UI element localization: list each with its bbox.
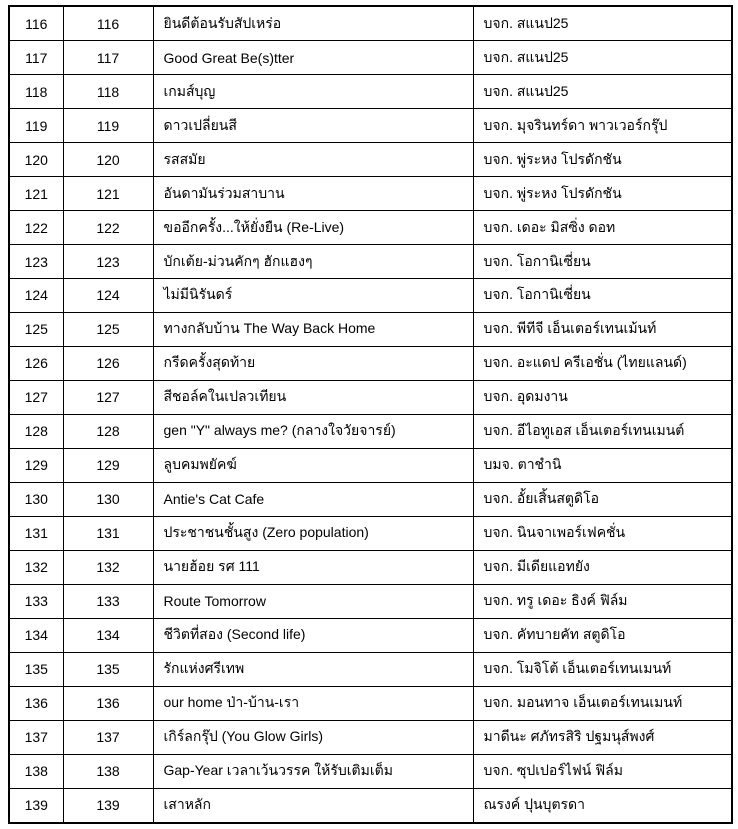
sequence-number-cell: 136 [63,686,153,720]
film-title-cell: ประชาชนชั้นสูง (Zero population) [153,516,473,550]
table-row [9,177,732,211]
film-title-cell: ทางกลับบ้าน The Way Back Home [153,312,473,346]
row-number-cell: 137 [9,720,63,754]
producer-cell: บจก. พีทีจี เอ็นเตอร์เทนเม้นท์ [473,312,732,346]
table-row [9,380,732,414]
sequence-number-cell: 130 [63,482,153,516]
row-number-cell: 119 [9,109,63,143]
producer-cell: บจก. มอนทาจ เอ็นเตอร์เทนเมนท์ [473,686,732,720]
row-number-cell: 136 [9,686,63,720]
sequence-number-cell: 120 [63,143,153,177]
row-number-cell: 121 [9,177,63,211]
producer-cell: บจก. อุดมงาน [473,380,732,414]
row-number-cell: 123 [9,245,63,279]
producer-cell: มาดีนะ ศภัทรสิริ ปฐมนุส์พงศ์ [473,720,732,754]
table-row [9,143,732,177]
film-title-cell: ไม่มีนิรันดร์ [153,279,473,313]
films-table-body [9,6,732,823]
sequence-number-cell: 128 [63,414,153,448]
producer-cell: บจก. อะแดป ครีเอชั่น (ไทยแลนด์) [473,346,732,380]
table-row [9,109,732,143]
row-number-cell: 117 [9,41,63,75]
sequence-number-cell: 119 [63,109,153,143]
producer-cell: บจก. เดอะ มิสซิ่ง ดอท [473,211,732,245]
row-number-cell: 118 [9,75,63,109]
film-title-cell: ขออีกครั้ง...ให้ยั่งยืน (Re-Live) [153,211,473,245]
sequence-number-cell: 122 [63,211,153,245]
producer-cell: บจก. โอกานิเซี่ยน [473,279,732,313]
row-number-cell: 139 [9,788,63,823]
table-row [9,448,732,482]
table-row [9,618,732,652]
film-title-cell: ชีวิตที่สอง (Second life) [153,618,473,652]
producer-cell: บมจ. ตาชำนิ [473,448,732,482]
producer-cell: บจก. สแนป25 [473,41,732,75]
table-row [9,550,732,584]
sequence-number-cell: 124 [63,279,153,313]
row-number-cell: 129 [9,448,63,482]
table-row [9,482,732,516]
table-row [9,754,732,788]
sequence-number-cell: 133 [63,584,153,618]
films-table [8,5,733,824]
film-title-cell: ดาวเปลี่ยนสี [153,109,473,143]
film-title-cell: เกมส์บุญ [153,75,473,109]
film-title-cell: เกิร์ลกรุ๊ป (You Glow Girls) [153,720,473,754]
row-number-cell: 133 [9,584,63,618]
table-row [9,211,732,245]
film-title-cell: กรีดครั้งสุดท้าย [153,346,473,380]
row-number-cell: 132 [9,550,63,584]
table-row [9,75,732,109]
sequence-number-cell: 129 [63,448,153,482]
producer-cell: บจก. มุจรินทร์ดา พาวเวอร์กรุ๊ป [473,109,732,143]
producer-cell: บจก. อั้ยเสิ้นสตูดิโอ [473,482,732,516]
producer-cell: บจก. นินจาเพอร์เฟคชั่น [473,516,732,550]
producer-cell: บจก. สแนป25 [473,75,732,109]
table-row [9,652,732,686]
row-number-cell: 128 [9,414,63,448]
film-title-cell: อันดามันร่วมสาบาน [153,177,473,211]
sequence-number-cell: 135 [63,652,153,686]
film-title-cell: นายฮ้อย รศ 111 [153,550,473,584]
row-number-cell: 131 [9,516,63,550]
table-row [9,279,732,313]
sequence-number-cell: 126 [63,346,153,380]
sequence-number-cell: 123 [63,245,153,279]
film-title-cell: รสสมัย [153,143,473,177]
sequence-number-cell: 132 [63,550,153,584]
producer-cell: บจก. สแนป25 [473,6,732,41]
film-title-cell: สีชอล์คในเปลวเทียน [153,380,473,414]
table-row [9,346,732,380]
film-title-cell: Route Tomorrow [153,584,473,618]
row-number-cell: 124 [9,279,63,313]
film-title-cell: ลูบคมพยัคฆ์ [153,448,473,482]
row-number-cell: 120 [9,143,63,177]
producer-cell: บจก. คัทบายคัท สตูดิโอ [473,618,732,652]
producer-cell: บจก. โมจิโต้ เอ็นเตอร์เทนเมนท์ [473,652,732,686]
film-title-cell: Gap-Year เวลาเว้นวรรค ให้รับเติมเต็ม [153,754,473,788]
film-title-cell: รักแห่งศรีเทพ [153,652,473,686]
table-row [9,584,732,618]
producer-cell: บจก. ทรู เดอะ ธิงค์ ฟิล์ม [473,584,732,618]
row-number-cell: 116 [9,6,63,41]
film-title-cell: ยินดีต้อนรับสัปเหร่อ [153,6,473,41]
sequence-number-cell: 137 [63,720,153,754]
row-number-cell: 138 [9,754,63,788]
table-row [9,720,732,754]
sequence-number-cell: 127 [63,380,153,414]
table-row [9,6,732,41]
table-row [9,245,732,279]
film-title-cell: เสาหลัก [153,788,473,823]
sequence-number-cell: 116 [63,6,153,41]
table-row [9,414,732,448]
sequence-number-cell: 138 [63,754,153,788]
film-title-cell: Good Great Be(s)tter [153,41,473,75]
producer-cell: บจก. โอกานิเซี่ยน [473,245,732,279]
producer-cell: บจก. พู่ระหง โปรดักชัน [473,143,732,177]
table-row [9,312,732,346]
row-number-cell: 134 [9,618,63,652]
film-title-cell: gen "Y" always me? (กลางใจวัยจารย์) [153,414,473,448]
film-title-cell: our home ป่า-บ้าน-เรา [153,686,473,720]
producer-cell: บจก. มีเดียแอทยัง [473,550,732,584]
table-row [9,41,732,75]
sequence-number-cell: 131 [63,516,153,550]
producer-cell: บจก. ซุปเปอร์ไฟน์ ฟิล์ม [473,754,732,788]
table-row [9,788,732,823]
row-number-cell: 127 [9,380,63,414]
row-number-cell: 125 [9,312,63,346]
producer-cell: บจก. อีไอทูเอส เอ็นเตอร์เทนเมนต์ [473,414,732,448]
row-number-cell: 135 [9,652,63,686]
sequence-number-cell: 134 [63,618,153,652]
producer-cell: บจก. พู่ระหง โปรดักชัน [473,177,732,211]
film-title-cell: Antie's Cat Cafe [153,482,473,516]
producer-cell: ณรงค์ ปุนบุตรดา [473,788,732,823]
sequence-number-cell: 139 [63,788,153,823]
row-number-cell: 130 [9,482,63,516]
film-title-cell: บักเต้ย-ม่วนคักๆ ฮักแฮงๆ [153,245,473,279]
row-number-cell: 122 [9,211,63,245]
sequence-number-cell: 125 [63,312,153,346]
sequence-number-cell: 117 [63,41,153,75]
row-number-cell: 126 [9,346,63,380]
table-row [9,516,732,550]
sequence-number-cell: 118 [63,75,153,109]
table-row [9,686,732,720]
sequence-number-cell: 121 [63,177,153,211]
